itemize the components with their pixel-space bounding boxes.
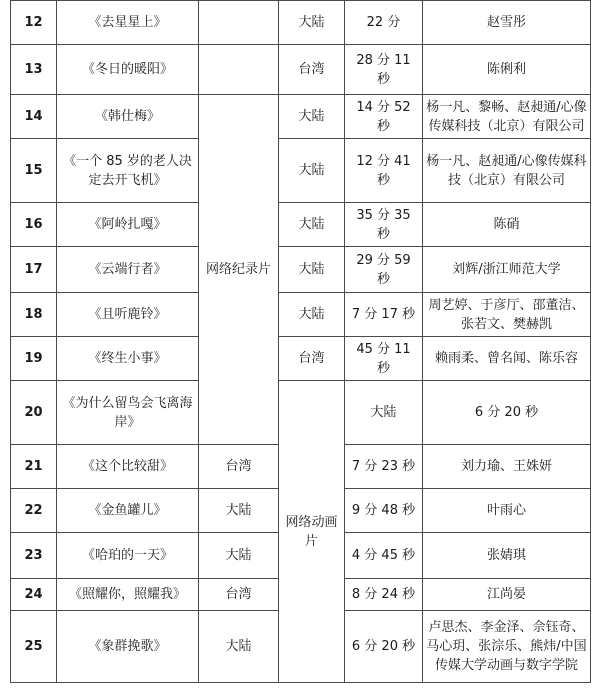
table-row — [11, 95, 591, 139]
row-number: 19 — [11, 337, 57, 381]
award-table — [10, 0, 591, 683]
region: 台湾 — [199, 445, 279, 489]
region: 大陆 — [199, 489, 279, 533]
region: 大陆 — [279, 95, 345, 139]
duration: 12 分 41 秒 — [345, 139, 423, 203]
duration: 29 分 59 秒 — [345, 247, 423, 293]
creators: 张婧琪 — [423, 533, 591, 579]
creators: 卢思杰、李金泽、佘钰奇、马心玥、张淙乐、熊炜/中国传媒大学动画与数字学院 — [423, 611, 591, 683]
work-title: 《金鱼罐儿》 — [57, 489, 199, 533]
table-row — [11, 45, 591, 95]
category-animation: 网络动画片 — [279, 381, 345, 683]
work-title: 《去星星上》 — [57, 1, 199, 45]
category-documentary: 网络纪录片 — [199, 95, 279, 445]
row-number: 12 — [11, 1, 57, 45]
category-blank — [199, 45, 279, 95]
region: 大陆 — [345, 381, 423, 445]
duration: 45 分 11 秒 — [345, 337, 423, 381]
work-title: 《韩仕梅》 — [57, 95, 199, 139]
table-row — [11, 381, 591, 445]
duration: 9 分 48 秒 — [345, 489, 423, 533]
work-title: 《这个比较甜》 — [57, 445, 199, 489]
row-number: 24 — [11, 579, 57, 611]
row-number: 23 — [11, 533, 57, 579]
region: 台湾 — [199, 579, 279, 611]
region: 大陆 — [279, 1, 345, 45]
work-title: 《终生小事》 — [57, 337, 199, 381]
duration: 6 分 20 秒 — [423, 381, 591, 445]
work-title: 《象群挽歌》 — [57, 611, 199, 683]
work-title: 《云端行者》 — [57, 247, 199, 293]
work-title: 《冬日的暖阳》 — [57, 45, 199, 95]
work-title: 《一个 85 岁的老人决定去开飞机》 — [57, 139, 199, 203]
region: 台湾 — [279, 337, 345, 381]
work-title: 《阿岭扎嘎》 — [57, 203, 199, 247]
table-row — [11, 247, 591, 293]
duration: 35 分 35 秒 — [345, 203, 423, 247]
creators: 陈俐利 — [423, 45, 591, 95]
work-title: 《哈珀的一天》 — [57, 533, 199, 579]
region: 大陆 — [199, 611, 279, 683]
duration: 6 分 20 秒 — [345, 611, 423, 683]
creators: 江尚晏 — [423, 579, 591, 611]
row-number: 20 — [11, 381, 57, 445]
creators: 陈硝 — [423, 203, 591, 247]
category-blank — [199, 1, 279, 45]
region: 台湾 — [279, 45, 345, 95]
duration: 14 分 52 秒 — [345, 95, 423, 139]
table-row — [11, 139, 591, 203]
region: 大陆 — [279, 247, 345, 293]
creators: 杨一凡、赵昶通/心像传媒科技（北京）有限公司 — [423, 139, 591, 203]
table-row — [11, 1, 591, 45]
table-row — [11, 203, 591, 247]
row-number: 25 — [11, 611, 57, 683]
creators: 杨一凡、黎畅、赵昶通/心像传媒科技（北京）有限公司 — [423, 95, 591, 139]
table-row — [11, 293, 591, 337]
duration: 4 分 45 秒 — [345, 533, 423, 579]
creators: 赵雪彤 — [423, 1, 591, 45]
creators: 刘力瑜、王姝妍 — [423, 445, 591, 489]
creators: 刘辉/浙江师范大学 — [423, 247, 591, 293]
row-number: 16 — [11, 203, 57, 247]
row-number: 15 — [11, 139, 57, 203]
table-row — [11, 337, 591, 381]
row-number: 21 — [11, 445, 57, 489]
region: 大陆 — [199, 533, 279, 579]
region: 大陆 — [279, 139, 345, 203]
row-number: 22 — [11, 489, 57, 533]
work-title: 《为什么留鸟会飞离海岸》 — [57, 381, 199, 445]
work-title: 《且听鹿铃》 — [57, 293, 199, 337]
row-number: 18 — [11, 293, 57, 337]
region: 大陆 — [279, 293, 345, 337]
creators: 赖雨柔、曾名闻、陈乐容 — [423, 337, 591, 381]
creators: 叶雨心 — [423, 489, 591, 533]
duration: 8 分 24 秒 — [345, 579, 423, 611]
row-number: 13 — [11, 45, 57, 95]
row-number: 14 — [11, 95, 57, 139]
duration: 28 分 11 秒 — [345, 45, 423, 95]
duration: 7 分 23 秒 — [345, 445, 423, 489]
work-title: 《照耀你，照耀我》 — [57, 579, 199, 611]
duration: 22 分 — [345, 1, 423, 45]
duration: 7 分 17 秒 — [345, 293, 423, 337]
region: 大陆 — [279, 203, 345, 247]
creators: 周艺婷、于彦厅、邵董洁、张若文、樊赫凯 — [423, 293, 591, 337]
row-number: 17 — [11, 247, 57, 293]
